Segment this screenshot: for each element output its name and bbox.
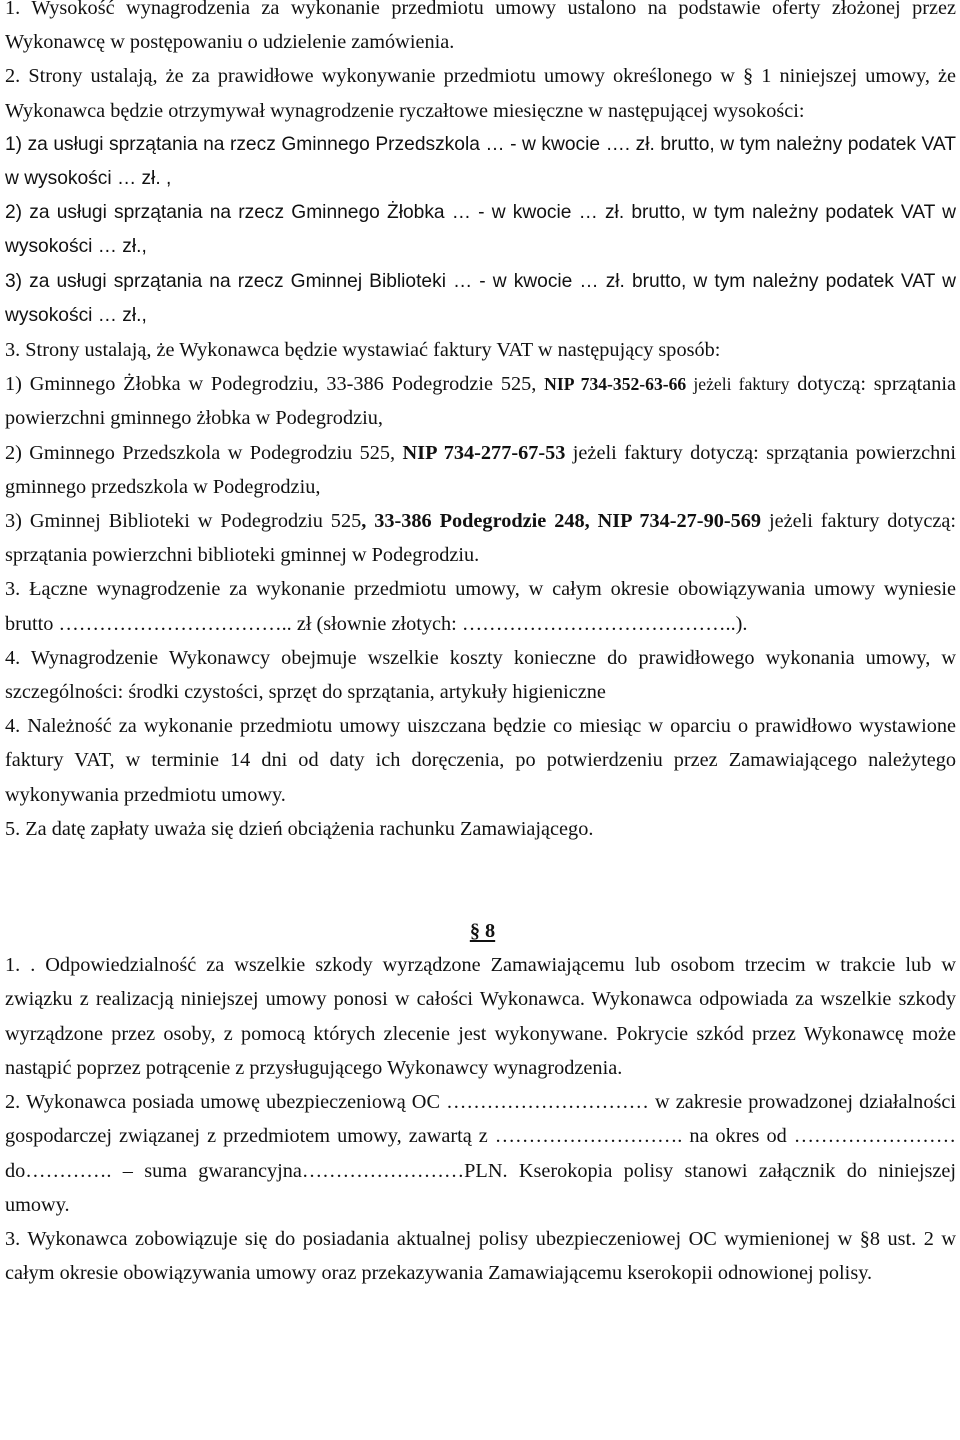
- paragraph-2-item-3: 3) za usługi sprzątania na rzecz Gminnej Biblioteki … - w kwocie … zł. brutto, w tym należny podatek VAT w wysokości … zł.,: [5, 270, 956, 326]
- item-1-scope: dotyczą: sprzątania powierzchni gminnego żłobka w Podegrodziu,: [5, 373, 956, 430]
- item-2-address: 2) Gminnego Przedszkola w Podegrodziu 525,: [5, 441, 403, 464]
- section-8-paragraph-1: 1. . Odpowiedzialność za wszelkie szkody wyrządzone Zamawiającemu lub osobom trzecim w trakcie lub w związku z realizacją niniejszej umowy ponosi w całości Wykonawca. Wykonawca odpowiada za wszelkie szkody wyrządzone przez osoby, z pomocą których zlecenie jest wykonywane. Pokrycie szkód przez Wykonawcę może nastąpić poprzez potrącenie z przysługującego Wykonawcy wynagrodzenia.: [5, 954, 956, 1079]
- section-8-paragraph-2: 2. Wykonawca posiada umowę ubezpieczeniową OC ………………………… w zakresie prowadzonej działalności gospodarczej związanej z przedmiotem umowy, zawartą z ………………………. na okres od ……………………do…………. – suma gwarancyjna……………………PLN. Kserokopia polisy stanowi załącznik do niniejszej umowy.: [5, 1091, 956, 1216]
- section-8-heading: § 8: [469, 920, 496, 943]
- paragraph-2: 2. Strony ustalają, że za prawidłowe wykonywanie przedmiotu umowy określonego w § 1 niniejszej umowy, że Wykonawca będzie otrzymywał wynagrodzenie ryczałtowe miesięczne w następującej wysokości:: [5, 65, 956, 122]
- item-2-scope: jeżeli faktury dotyczą: sprzątania powierzchni gminnego przedszkola w Podegrodziu,: [5, 441, 956, 498]
- paragraph-1: 1. Wysokość wynagrodzenia za wykonanie przedmiotu umowy ustalono na podstawie oferty złożonej przez Wykonawcę w postępowaniu o udzielenie zamówienia.: [5, 0, 956, 54]
- paragraph-4-costs: 4. Wynagrodzenie Wykonawcy obejmuje wszelkie koszty konieczne do prawidłowego wykonania umowy, w szczególności: środki czystości, sprzęt do sprzątania, artykuły higieniczne: [5, 646, 956, 704]
- paragraph-3-total: 3. Łączne wynagrodzenie za wykonanie przedmiotu umowy, w całym okresie obowiązywania umowy wyniesie brutto …………………………….. zł (słownie złotych: …………………………………..).: [5, 578, 956, 635]
- paragraph-3-item-3: [5, 504, 956, 572]
- section-8-paragraph-3: 3. Wykonawca zobowiązuje się do posiadania aktualnej polisy ubezpieczeniowej OC wymienionej w §8 ust. 2 w całym okresie obowiązywania umowy oraz przekazywania Zamawiającemu kserokopii odnowionej polisy.: [5, 1227, 956, 1285]
- item-3-nip: , 33-386 Podegrodzie 248, NIP 734-27-90-569: [361, 510, 762, 533]
- item-2-nip: NIP 734-277-67-53: [402, 441, 566, 464]
- paragraph-5: 5. Za datę zapłaty uważa się dzień obciążenia rachunku Zamawiającego.: [5, 817, 594, 840]
- item-3-scope: jeżeli faktury dotyczą: sprzątania powierzchni biblioteki gminnej w Podegrodziu.: [5, 510, 956, 567]
- item-3-address: 3) Gminnej Biblioteki w Podegrodziu 525: [5, 510, 362, 533]
- paragraph-3-intro: 3. Strony ustalają, że Wykonawca będzie wystawiać faktury VAT w następujący sposób:: [5, 339, 721, 362]
- item-1-nip: NIP 734-352-63-66: [544, 374, 687, 395]
- item-1-condition: jeżeli faktury: [686, 374, 790, 395]
- paragraph-2-item-1: 1) za usługi sprzątania na rzecz Gminnego Przedszkola … - w kwocie …. zł. brutto, w tym należny podatek VAT w wysokości … zł. ,: [5, 133, 956, 190]
- section-gap: [5, 846, 956, 914]
- paragraph-3-item-1: [5, 367, 956, 435]
- paragraph-4-payment: 4. Należność za wykonanie przedmiotu umowy uiszczana będzie co miesiąc w oparciu o prawidłowo wystawione faktury VAT, w terminie 14 dni od daty ich doręczenia, po potwierdzeniu przez Zamawiającego należytego wykonywania przedmiotu umowy.: [5, 715, 956, 806]
- paragraph-3-item-2: [5, 436, 956, 504]
- item-1-address: 1) Gminnego Żłobka w Podegrodziu, 33-386 Podegrodzie 525,: [5, 373, 545, 396]
- paragraph-2-item-2: 2) za usługi sprzątania na rzecz Gminnego Żłobka … - w kwocie … zł. brutto, w tym należny podatek VAT w wysokości … zł.,: [5, 202, 956, 258]
